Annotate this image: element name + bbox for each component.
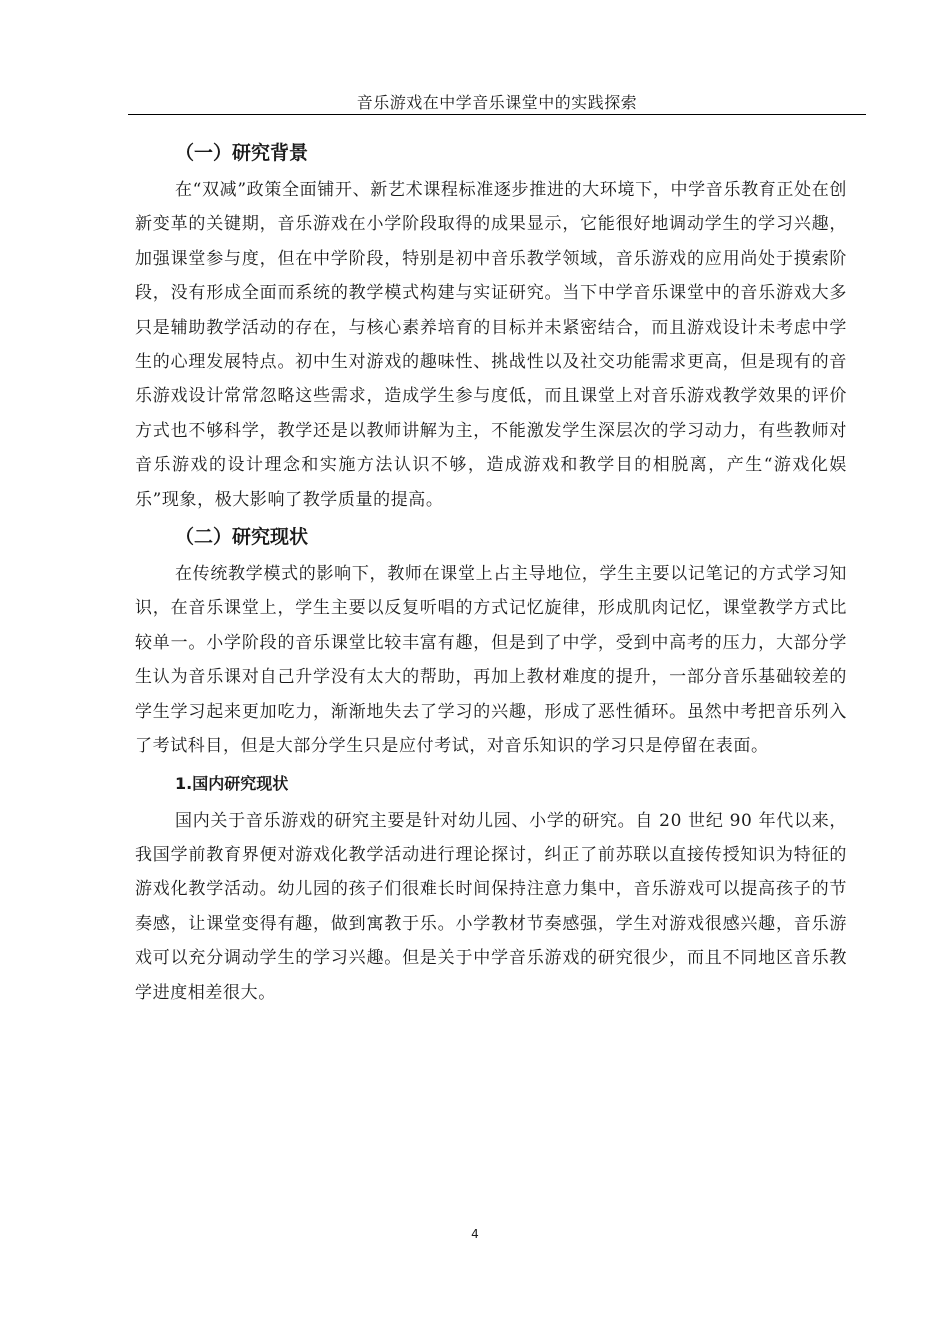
page-number: 4 — [471, 1227, 479, 1241]
paragraph-background: 在“双减”政策全面铺开、新艺术课程标准逐步推进的大环境下，中学音乐教育正处在创新变革的关键期，音乐游戏在小学阶段取得的成果显示，它能很好地调动学生的学习兴趣，加强课堂参与度，但在中学阶段，特别是初中音乐教学领域，音乐游戏的应用尚处于摸索阶段，没有形成全面而系统的教学模式构建与实证研究。当下中学音乐课堂中的音乐游戏大多只是辅助教学活动的存在，与核心素养培育的目标并未紧密结合，而且游戏设计未考虑中学生的心理发展特点。初中生对游戏的趣味性、挑战性以及社交功能需求更高，但是现有的音乐游戏设计常常忽略这些需求，造成学生参与度低，而且课堂上对音乐游戏教学效果的评价方式也不够科学，教学还是以教师讲解为主，不能激发学生深层次的学习动力，有些教师对音乐游戏的设计理念和实施方法认识不够，造成游戏和教学目的相脱离，产生“游戏化娱乐”现象，极大影响了教学质量的提高。 — [135, 180, 847, 510]
header-rule — [128, 114, 866, 115]
running-header: 音乐游戏在中学音乐课堂中的实践探索 — [356, 93, 638, 112]
subsection-heading-domestic: 1.国内研究现状 — [175, 773, 289, 793]
paragraph-domestic: 国内关于音乐游戏的研究主要是针对幼儿园、小学的研究。自 20 世纪 90 年代以来，我国学前教育界便对游戏化教学活动进行理论探讨，纠正了前苏联以直接传授知识为特征的游戏化教学活动。幼儿园的孩子们很难长时间保持注意力集中，音乐游戏可以提高孩子的节奏感，让课堂变得有趣，做到寓教于乐。小学教材节奏感强，学生对游戏很感兴趣，音乐游戏可以充分调动学生的学习兴趣。但是关于中学音乐游戏的研究很少，而且不同地区音乐教学进度相差很大。 — [135, 810, 847, 1003]
page-content — [135, 133, 847, 1010]
section-heading-status: （二）研究现状 — [175, 526, 309, 549]
paragraph-status: 在传统教学模式的影响下，教师在课堂上占主导地位，学生主要以记笔记的方式学习知识，在音乐课堂上，学生主要以反复听唱的方式记忆旋律，形成肌肉记忆，课堂教学方式比较单一。小学阶段的音乐课堂比较丰富有趣，但是到了中学，受到中高考的压力，大部分学生认为音乐课对自己升学没有太大的帮助，再加上教材难度的提升，一部分音乐基础较差的学生学习起来更加吃力，渐渐地失去了学习的兴趣，形成了恶性循环。虽然中考把音乐列入了考试科目，但是大部分学生只是应付考试，对音乐知识的学习只是停留在表面。 — [135, 564, 847, 757]
section-heading-background: （一）研究背景 — [175, 142, 309, 164]
